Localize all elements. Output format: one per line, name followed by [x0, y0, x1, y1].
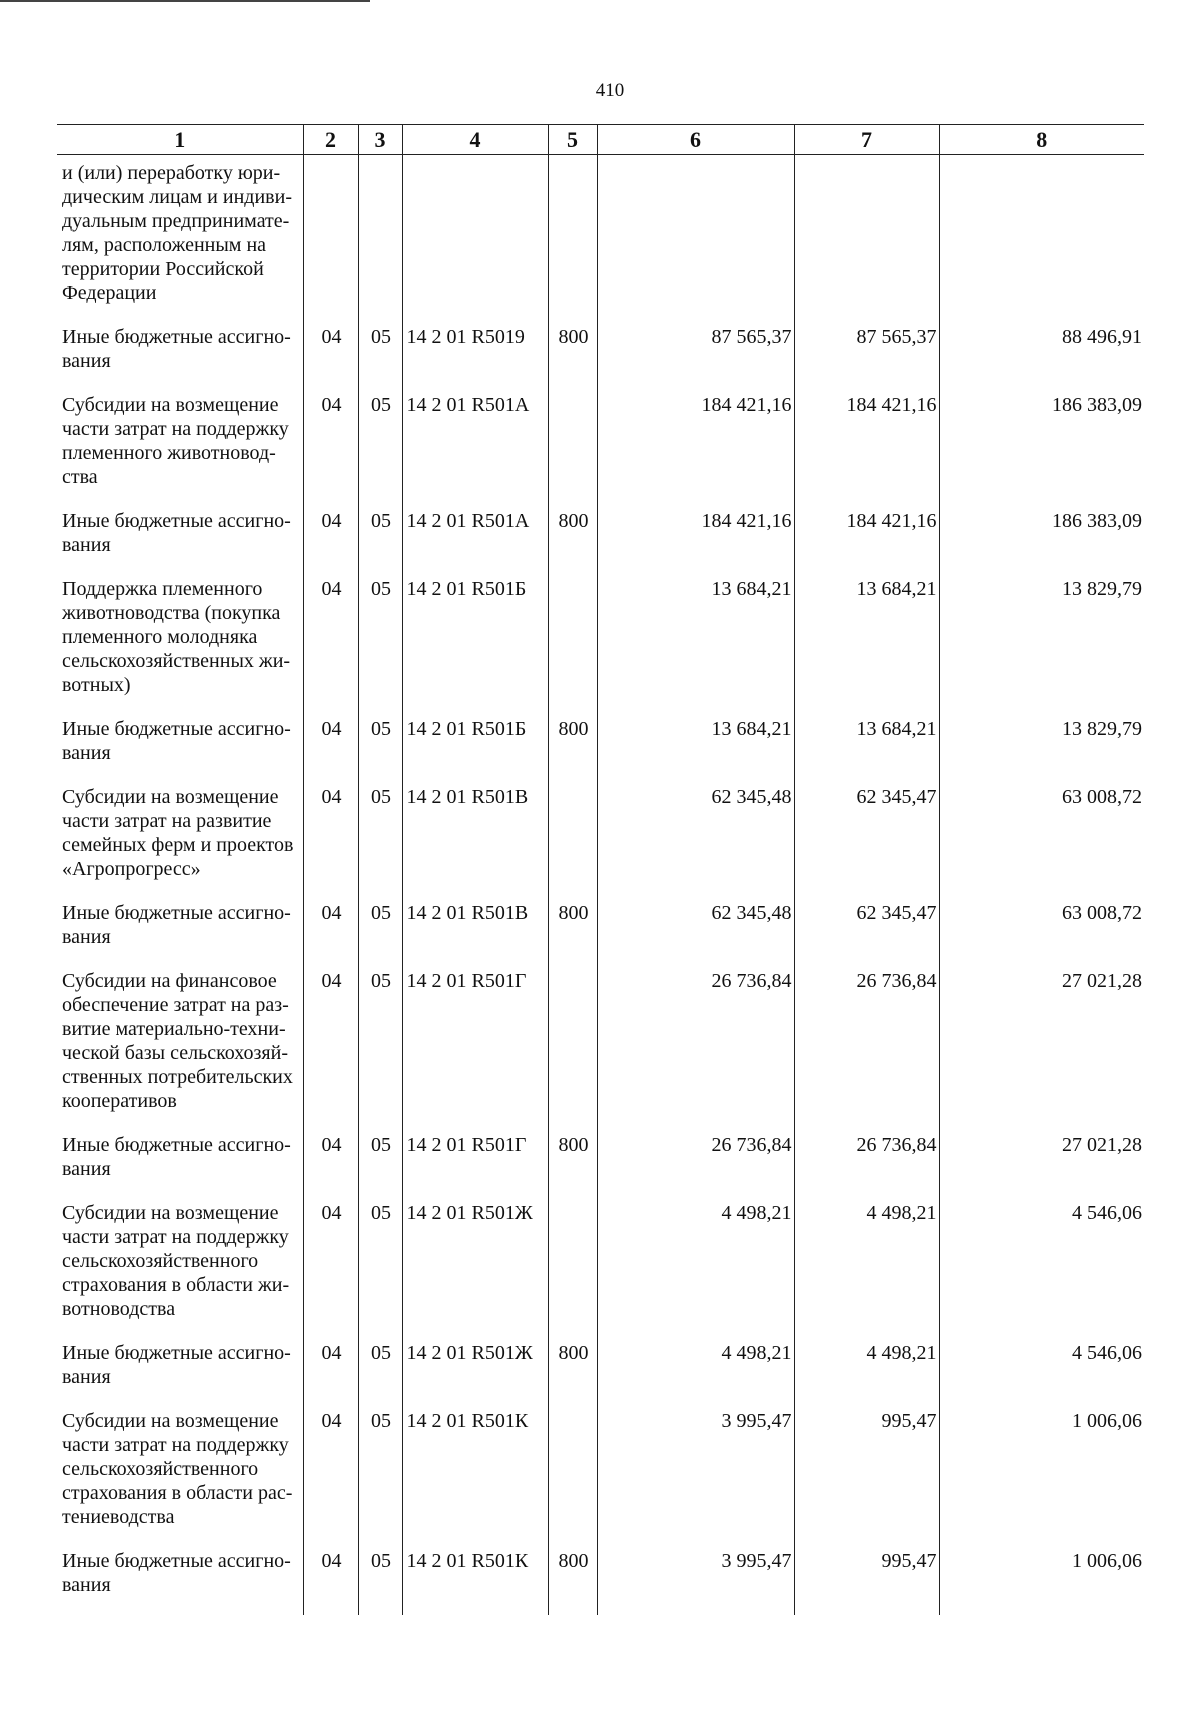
row-target-article: 14 2 01 R501А [402, 505, 548, 573]
row-amount-2: 87 565,37 [794, 321, 939, 389]
header-col-7: 7 [794, 125, 939, 155]
row-name: и (или) переработку юри- дическим лицам и индиви- дуальным предпринимате- лям, расположенным на территории Российской Федерации [62, 162, 292, 304]
row-expense-type: 800 [548, 1545, 597, 1615]
row-amount-2: 26 736,84 [794, 1129, 939, 1197]
row-name: Поддержка племенного животноводства (покупка племенного молодняка сельскохозяйственных жи- вотных) [62, 578, 291, 696]
row-target-article [402, 155, 548, 322]
row-subsection: 05 [358, 389, 402, 505]
row-subsection: 05 [358, 1545, 402, 1615]
row-amount-3: 186 383,09 [939, 505, 1144, 573]
row-name: Иные бюджетные ассигно- вания [62, 326, 291, 372]
row-amount-1: 184 421,16 [597, 505, 794, 573]
row-expense-type [548, 155, 597, 322]
row-subsection: 05 [358, 1337, 402, 1405]
row-target-article: 14 2 01 R501Б [402, 713, 548, 781]
row-subsection: 05 [358, 1129, 402, 1197]
table-row [57, 1129, 1144, 1197]
table-row [57, 1405, 1144, 1545]
row-amount-2: 62 345,47 [794, 781, 939, 897]
row-subsection: 05 [358, 897, 402, 965]
row-name: Субсидии на финансовое обеспечение затрат на раз- витие материально-техни- ческой базы сельскохозяй- ственных потребительских кооперативов [62, 970, 293, 1112]
row-target-article: 14 2 01 R501Ж [402, 1197, 548, 1337]
row-expense-type: 800 [548, 1129, 597, 1197]
row-section: 04 [303, 1129, 358, 1197]
row-subsection: 05 [358, 321, 402, 389]
header-col-3: 3 [358, 125, 402, 155]
page-number: 410 [595, 80, 625, 101]
row-section: 04 [303, 505, 358, 573]
top-edge-rule [0, 0, 370, 2]
table-row [57, 781, 1144, 897]
row-expense-type [548, 1405, 597, 1545]
row-section: 04 [303, 713, 358, 781]
header-col-2: 2 [303, 125, 358, 155]
header-col-8: 8 [939, 125, 1144, 155]
row-expense-type [548, 389, 597, 505]
row-subsection: 05 [358, 965, 402, 1129]
row-subsection: 05 [358, 573, 402, 713]
row-amount-1: 184 421,16 [597, 389, 794, 505]
row-amount-3: 63 008,72 [939, 781, 1144, 897]
header-col-4: 4 [402, 125, 548, 155]
row-name: Субсидии на возмещение части затрат на развитие семейных ферм и проектов «Агропрогресс» [62, 786, 294, 880]
table-row [57, 1197, 1144, 1337]
row-amount-3: 1 006,06 [939, 1545, 1144, 1615]
row-expense-type: 800 [548, 321, 597, 389]
table-row [57, 389, 1144, 505]
row-target-article: 14 2 01 R5019 [402, 321, 548, 389]
row-section: 04 [303, 965, 358, 1129]
row-subsection: 05 [358, 1405, 402, 1545]
row-amount-1: 26 736,84 [597, 1129, 794, 1197]
row-amount-2: 62 345,47 [794, 897, 939, 965]
row-amount-3: 88 496,91 [939, 321, 1144, 389]
row-amount-3: 13 829,79 [939, 573, 1144, 713]
table-row [57, 897, 1144, 965]
header-col-1: 1 [57, 125, 303, 155]
row-section: 04 [303, 389, 358, 505]
row-name: Субсидии на возмещение части затрат на поддержку племенного животновод- ства [62, 394, 289, 488]
row-amount-3: 4 546,06 [939, 1337, 1144, 1405]
row-amount-1: 87 565,37 [597, 321, 794, 389]
row-expense-type: 800 [548, 1337, 597, 1405]
row-expense-type [548, 965, 597, 1129]
row-section: 04 [303, 321, 358, 389]
row-amount-3: 13 829,79 [939, 713, 1144, 781]
row-name: Иные бюджетные ассигно- вания [62, 1550, 291, 1596]
row-subsection: 05 [358, 713, 402, 781]
table-row [57, 321, 1144, 389]
table-row [57, 1337, 1144, 1405]
row-amount-1: 3 995,47 [597, 1545, 794, 1615]
row-section: 04 [303, 897, 358, 965]
row-name: Субсидии на возмещение части затрат на поддержку сельскохозяйственного страхования в области жи- вотноводства [62, 1202, 290, 1320]
row-expense-type [548, 1197, 597, 1337]
row-amount-1: 26 736,84 [597, 965, 794, 1129]
table-header-row [57, 125, 1144, 155]
row-amount-2: 184 421,16 [794, 389, 939, 505]
row-amount-3 [939, 155, 1144, 322]
row-amount-2: 995,47 [794, 1545, 939, 1615]
budget-table [57, 124, 1144, 1615]
row-expense-type [548, 781, 597, 897]
row-name: Иные бюджетные ассигно- вания [62, 1342, 291, 1388]
row-amount-2: 4 498,21 [794, 1197, 939, 1337]
table-row [57, 155, 1144, 322]
row-name: Иные бюджетные ассигно- вания [62, 902, 291, 948]
row-name: Иные бюджетные ассигно- вания [62, 1134, 291, 1180]
row-amount-2: 26 736,84 [794, 965, 939, 1129]
row-amount-1: 4 498,21 [597, 1337, 794, 1405]
table-row [57, 713, 1144, 781]
table-row [57, 573, 1144, 713]
row-expense-type [548, 573, 597, 713]
row-amount-1: 62 345,48 [597, 897, 794, 965]
row-target-article: 14 2 01 R501Г [402, 1129, 548, 1197]
row-target-article: 14 2 01 R501К [402, 1545, 548, 1615]
row-subsection: 05 [358, 781, 402, 897]
row-amount-2: 13 684,21 [794, 713, 939, 781]
row-expense-type: 800 [548, 505, 597, 573]
row-amount-1 [597, 155, 794, 322]
row-target-article: 14 2 01 R501Ж [402, 1337, 548, 1405]
row-target-article: 14 2 01 R501Б [402, 573, 548, 713]
row-target-article: 14 2 01 R501Г [402, 965, 548, 1129]
row-amount-3: 1 006,06 [939, 1405, 1144, 1545]
row-section: 04 [303, 1545, 358, 1615]
row-amount-3: 27 021,28 [939, 965, 1144, 1129]
row-amount-2: 995,47 [794, 1405, 939, 1545]
row-section: 04 [303, 573, 358, 713]
row-amount-1: 13 684,21 [597, 573, 794, 713]
row-amount-1: 3 995,47 [597, 1405, 794, 1545]
row-amount-3: 27 021,28 [939, 1129, 1144, 1197]
row-subsection: 05 [358, 505, 402, 573]
table-row [57, 965, 1144, 1129]
row-name: Иные бюджетные ассигно- вания [62, 718, 291, 764]
row-amount-1: 4 498,21 [597, 1197, 794, 1337]
row-section [303, 155, 358, 322]
row-amount-2 [794, 155, 939, 322]
row-amount-2: 4 498,21 [794, 1337, 939, 1405]
row-target-article: 14 2 01 R501А [402, 389, 548, 505]
row-amount-3: 63 008,72 [939, 897, 1144, 965]
row-name: Субсидии на возмещение части затрат на поддержку сельскохозяйственного страхования в области рас- тениеводства [62, 1410, 293, 1528]
row-name: Иные бюджетные ассигно- вания [62, 510, 291, 556]
row-amount-1: 62 345,48 [597, 781, 794, 897]
header-col-5: 5 [548, 125, 597, 155]
row-expense-type: 800 [548, 897, 597, 965]
row-amount-2: 184 421,16 [794, 505, 939, 573]
row-expense-type: 800 [548, 713, 597, 781]
row-amount-3: 4 546,06 [939, 1197, 1144, 1337]
row-target-article: 14 2 01 R501В [402, 897, 548, 965]
row-subsection [358, 155, 402, 322]
table-row [57, 505, 1144, 573]
row-target-article: 14 2 01 R501К [402, 1405, 548, 1545]
table-body [57, 155, 1144, 1616]
table-row [57, 1545, 1144, 1615]
row-amount-3: 186 383,09 [939, 389, 1144, 505]
row-section: 04 [303, 1337, 358, 1405]
row-amount-1: 13 684,21 [597, 713, 794, 781]
row-section: 04 [303, 781, 358, 897]
row-section: 04 [303, 1405, 358, 1545]
row-target-article: 14 2 01 R501В [402, 781, 548, 897]
header-col-6: 6 [597, 125, 794, 155]
row-amount-2: 13 684,21 [794, 573, 939, 713]
row-section: 04 [303, 1197, 358, 1337]
row-subsection: 05 [358, 1197, 402, 1337]
